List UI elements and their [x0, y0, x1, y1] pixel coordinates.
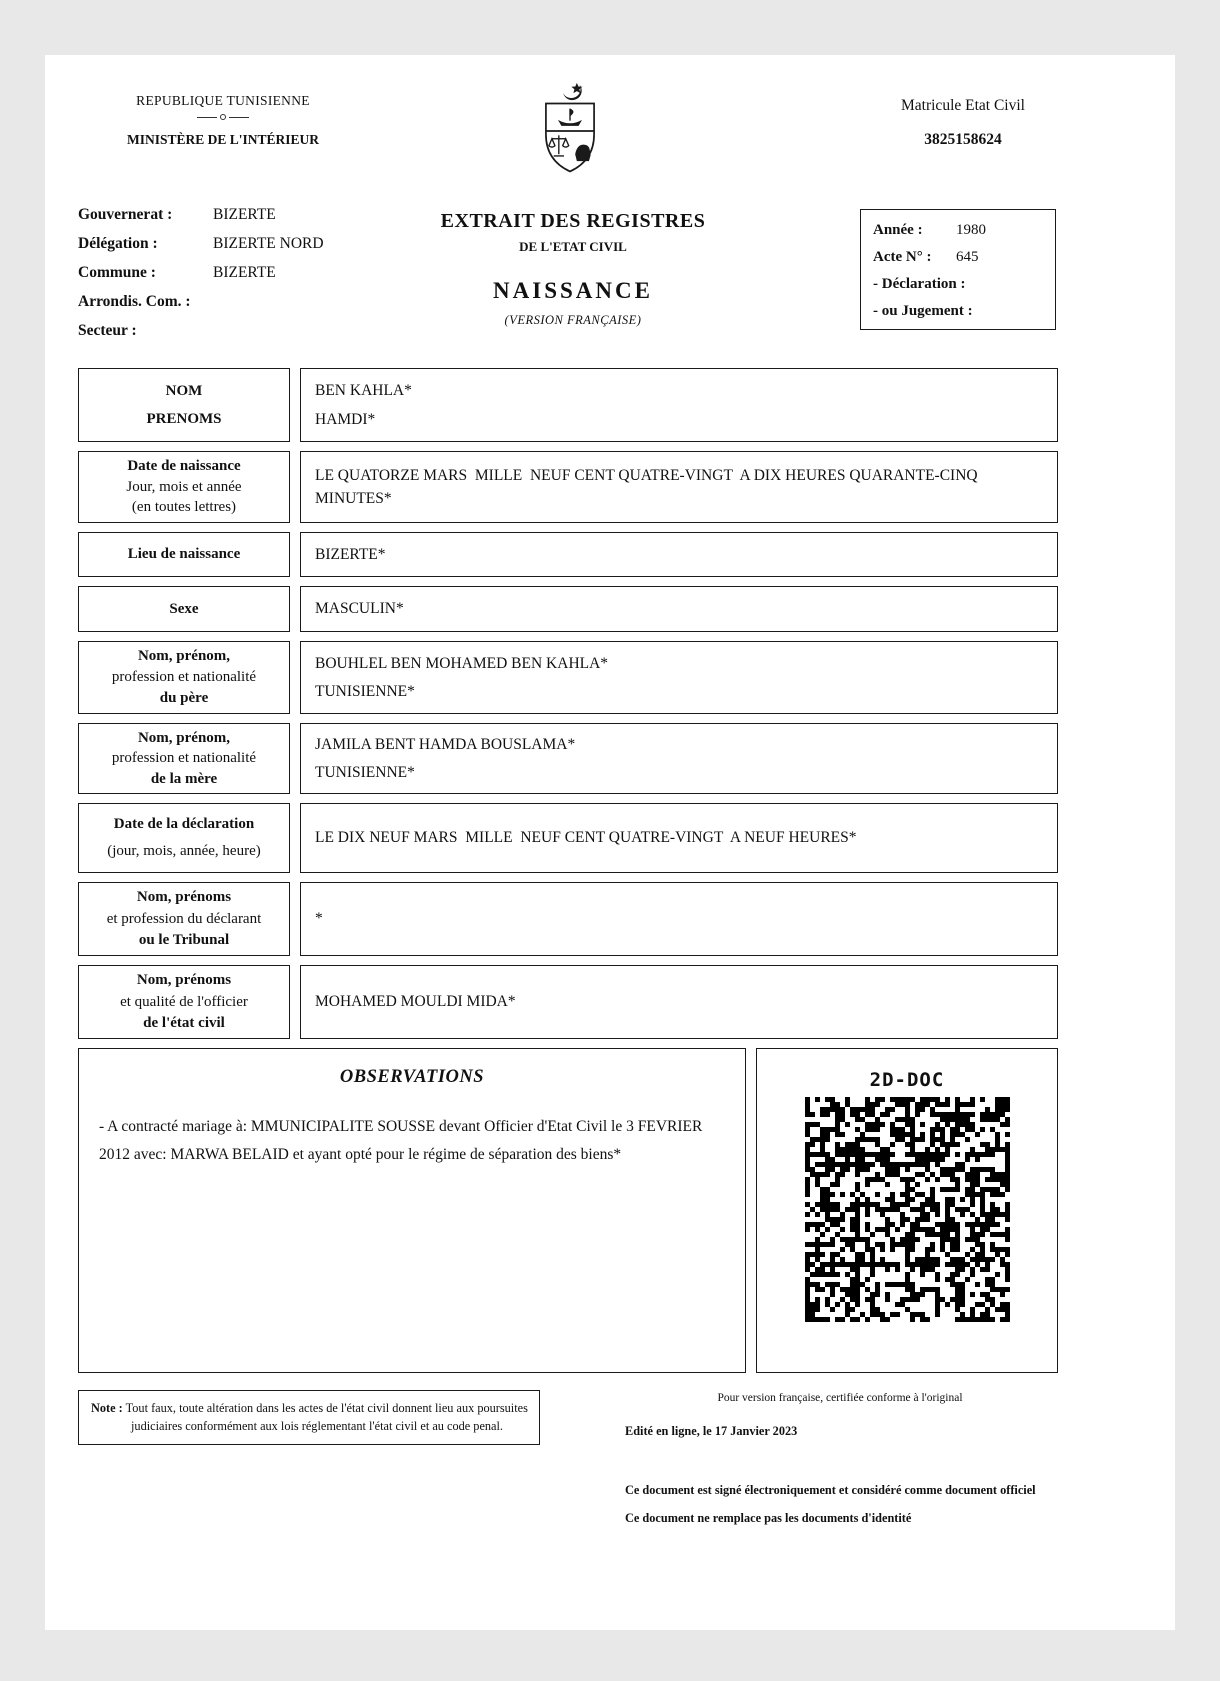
field-value-box: MASCULIN*: [300, 586, 1058, 632]
declaration-label: - Déclaration :: [873, 276, 966, 292]
footer-right-block: [625, 1392, 1055, 1526]
field-value-box: MOHAMED MOULDI MIDA*: [300, 965, 1058, 1039]
ministry-title: MINISTÈRE DE L'INTÉRIEUR: [126, 132, 320, 147]
location-line-arrondissement: [78, 287, 388, 316]
jugement-label: - ou Jugement :: [873, 303, 973, 319]
field-label-box: Date de naissance Jour, mois et année (en toutes lettres): [78, 451, 290, 523]
tunisia-coat-of-arms-icon: [527, 81, 613, 181]
field-row-lieu-naissance: [78, 532, 1058, 577]
document-paper: [45, 55, 1175, 1630]
field-value-box: JAMILA BENT HAMDA BOUSLAMA* TUNISIENNE*: [300, 723, 1058, 794]
act-info-box: [860, 209, 1056, 330]
location-value: BIZERTE: [213, 264, 276, 281]
matricule-label: Matricule Etat Civil: [901, 97, 1025, 114]
field-label-box: Nom, prénom, profession et nationalité du père: [78, 641, 290, 714]
barcode-box: [756, 1048, 1058, 1373]
location-label: Gouvernerat :: [78, 206, 173, 223]
observations-title: OBSERVATIONS: [339, 1067, 485, 1087]
location-line-delegation: [78, 229, 388, 258]
certification-text: Pour version française, certifiée conforme à l'original: [717, 1392, 963, 1404]
acte-number-line: [873, 244, 1055, 271]
field-label-box: Nom, prénoms et qualité de l'officier de l'état civil: [78, 965, 290, 1039]
signature-notice: Ce document est signé électroniquement et considéré comme document officiel: [625, 1483, 1036, 1497]
field-row-nom-prenoms: [78, 368, 1058, 442]
field-value-box: BEN KAHLA* HAMDI*: [300, 368, 1058, 442]
field-value-box: LE QUATORZE MARS MILLE NEUF CENT QUATRE-VINGT A DIX HEURES QUARANTE-CINQ MINUTES*: [300, 451, 1058, 523]
annee-value: 1980: [956, 222, 986, 238]
version-note: (VERSION FRANÇAISE): [504, 313, 642, 327]
field-value-box: *: [300, 882, 1058, 956]
edition-date: Edité en ligne, le 17 Janvier 2023: [625, 1424, 798, 1438]
location-line-gouvernerat: [78, 200, 388, 229]
field-label-box: Nom, prénoms et profession du déclarant ou le Tribunal: [78, 882, 290, 956]
header-right-block: [838, 97, 1088, 149]
field-label-box: Lieu de naissance: [78, 532, 290, 577]
field-row-sexe: [78, 586, 1058, 632]
fields-table: [78, 368, 1058, 1048]
header-left-block: [118, 93, 328, 148]
location-value: BIZERTE: [213, 206, 276, 223]
location-value: BIZERTE NORD: [213, 235, 324, 252]
barcode-label: 2D-DOC: [869, 1069, 945, 1091]
field-value-box: BOUHLEL BEN MOHAMED BEN KAHLA* TUNISIENNE*: [300, 641, 1058, 714]
field-row-declarant: [78, 882, 1058, 956]
matricule-value: 3825158624: [924, 131, 1002, 148]
field-label-box: Sexe: [78, 586, 290, 632]
note-label: Note :: [91, 1401, 123, 1415]
note-text: Note : Tout faux, toute altération dans les actes de l'état civil donnent lieu aux poursuites judiciaires conformément aux lois réglementant l'état civil et au code penal.: [91, 1401, 528, 1434]
field-value-box: LE DIX NEUF MARS MILLE NEUF CENT QUATRE-VINGT A NEUF HEURES*: [300, 803, 1058, 873]
republic-title: REPUBLIQUE TUNISIENNE: [136, 93, 310, 108]
annee-label: Année :: [873, 222, 923, 238]
extract-title: EXTRAIT DES REGISTRES: [440, 210, 706, 232]
datamatrix-barcode-icon: [805, 1097, 1010, 1322]
title-block: [363, 210, 783, 328]
document-type-title: NAISSANCE: [493, 278, 653, 303]
location-label: Secteur :: [78, 322, 137, 339]
location-label: Arrondis. Com. :: [78, 293, 191, 310]
location-label: Délégation :: [78, 235, 158, 252]
field-row-mere: [78, 723, 1058, 794]
location-label: Commune :: [78, 264, 156, 281]
field-row-officier: [78, 965, 1058, 1039]
field-row-pere: [78, 641, 1058, 714]
location-line-secteur: [78, 316, 388, 345]
acte-number-label: Acte N° :: [873, 249, 932, 265]
field-label-box: Nom, prénom, profession et nationalité de la mère: [78, 723, 290, 794]
field-label-box: Date de la déclaration (jour, mois, année, heure): [78, 803, 290, 873]
field-row-date-naissance: [78, 451, 1058, 523]
emblem-wrap: [527, 81, 613, 186]
observations-section: [78, 1048, 1058, 1373]
location-line-commune: [78, 258, 388, 287]
header-ornament: [118, 114, 328, 120]
observations-box: [78, 1048, 746, 1373]
annee-line: [873, 217, 1055, 244]
field-label-box: NOM PRENOMS: [78, 368, 290, 442]
field-row-date-declaration: [78, 803, 1058, 873]
extract-subtitle: DE L'ETAT CIVIL: [519, 239, 627, 254]
note-box: [78, 1390, 540, 1445]
acte-number-value: 645: [956, 249, 979, 265]
field-value-box: BIZERTE*: [300, 532, 1058, 577]
location-block: [78, 200, 388, 345]
identity-notice: Ce document ne remplace pas les documents d'identité: [625, 1511, 912, 1525]
observations-text: - A contracté mariage à: MMUNICIPALITE SOUSSE devant Officier d'Etat Civil le 3 FEVRIER 2012 avec: MARWA BELAID et ayant opté pour le régime de séparation des biens*: [99, 1118, 703, 1163]
